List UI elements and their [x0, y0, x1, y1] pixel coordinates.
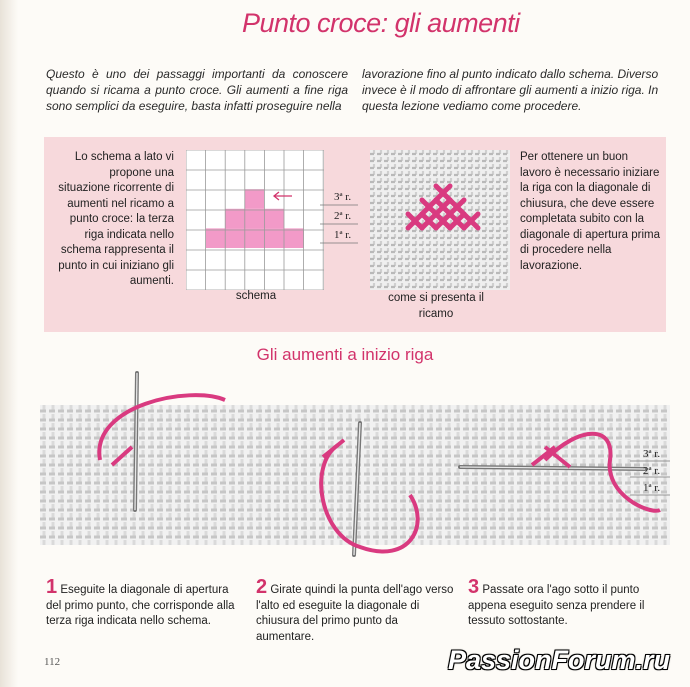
intro-text-left: Questo è uno dei passaggi importanti da conoscere quando si ricama a punto croce. Gli aumenti a fine riga sono semplici da eseguire, basta infatti proseguire nella — [46, 67, 348, 113]
schema-row-lines — [320, 200, 360, 250]
schema-row-label-3: 3ª r. — [334, 191, 352, 203]
fabric-row-label-2: 2ª r. — [643, 465, 661, 477]
fabric-row-label-3: 3ª r. — [643, 448, 661, 460]
step-2-text: Girate quindi la punta dell'ago verso l'alto ed eseguite la diagonale di chiusura del primo punto da aumentare. — [256, 584, 454, 643]
step-2 — [256, 576, 456, 645]
step-1 — [46, 576, 242, 630]
step-3 — [468, 576, 664, 630]
book-spine — [0, 0, 18, 687]
step-1-number: 1 — [46, 576, 58, 598]
schema-row-label-2: 2ª r. — [334, 210, 352, 222]
schema-cell — [225, 209, 245, 229]
ricamo-caption: come si presenta il ricamo — [388, 292, 484, 320]
fabric-row-label-1: 1ª r. — [643, 482, 661, 494]
step-2-number: 2 — [256, 576, 268, 598]
intro-text-right: lavorazione fino al punto indicato dallo schema. Diverso invece è il modo di affrontare gli aumenti a inizio riga. In questa lezione vediamo come procedere. — [362, 67, 659, 113]
watermark: PassionForum.ru — [448, 645, 671, 675]
schema-cell — [245, 209, 265, 229]
schema-cell — [245, 228, 265, 248]
schema-grid — [186, 150, 324, 290]
needle-icon — [460, 467, 645, 469]
section-title: Gli aumenti a inizio riga — [256, 345, 434, 364]
panel-text-right: Per ottenere un buon lavoro è necessario iniziare la riga con la diagonale di chiusura, che deve essere completata subito con la diagonale di apertura prima di procedere nella lavorazione. — [520, 151, 661, 272]
schema-row-label-1: 1ª r. — [334, 229, 352, 241]
schema-cell — [206, 228, 226, 248]
panel-text-left: Lo schema a lato vi propone una situazione ricorrente di aumenti nel ricamo a punto croce: la terza riga indicata nello schema rappresenta il punto in cui iniziano gli aumenti. — [58, 151, 174, 287]
schema-cell — [264, 228, 284, 248]
schema-caption: schema — [235, 290, 277, 302]
schema-cell — [284, 228, 304, 248]
schema-cell — [225, 228, 245, 248]
step-3-number: 3 — [468, 576, 480, 598]
step-1-text: Eseguite la diagonale di apertura del primo punto, che corrisponde alla terza riga indicata nello schema. — [46, 584, 235, 627]
page-number: 112 — [44, 656, 61, 668]
schema-cell — [264, 209, 284, 229]
step-3-text: Passate ora l'ago sotto il punto appena eseguito senza prendere il tessuto sottostante. — [468, 584, 645, 627]
needle-icon — [135, 373, 137, 510]
schema-cell — [245, 189, 265, 209]
page-title: Punto croce: gli aumenti — [242, 8, 520, 38]
fabric-steps-illustration — [40, 365, 670, 565]
embroidery-preview — [370, 150, 510, 290]
